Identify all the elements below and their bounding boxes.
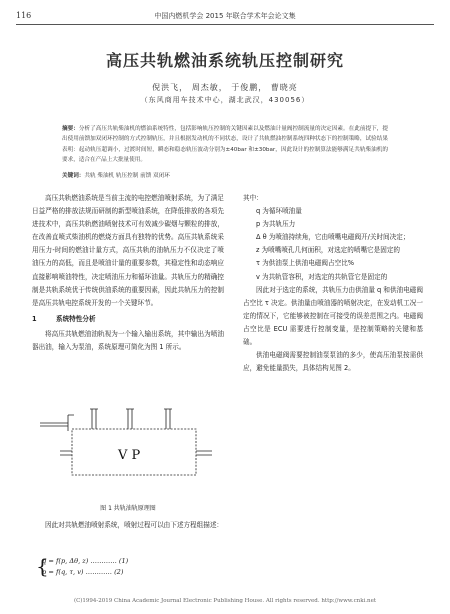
definition-item: p 为共轨压力	[256, 220, 296, 229]
where-label: 其中：	[243, 194, 263, 202]
equation-2: p = f(q, τ, v) ………… (2)	[42, 568, 124, 576]
figure-label: V P	[118, 448, 141, 463]
abstract-label: 摘要：	[62, 126, 79, 132]
header-rule	[16, 24, 434, 25]
journal-title: 中国内燃机学会 2015 年联合学术年会论文集	[154, 12, 296, 20]
left-column	[32, 192, 224, 354]
valve-paragraph: 供油电磁阀需要控制油泵泵油的多少，使高压油泵按需供应，避免能量损失，具体结构见图 2。	[243, 351, 423, 373]
section-number: 1	[32, 314, 37, 323]
abstract-text: 分析了高压共轨柴油机的燃油系统特性，包括影响轨压控制的关键因素以及燃油计量阀控制流量的决定因素。在此前提下，提出使用前馈加双闭环控制的方式控制轨压，并且根据发动机的不同状态，设计了共轨燃油控制系统四种状态下的控制策略，试验结果表明：起动轨压超调小，过渡时间短，瞬态和稳态轨压波动分别为±40bar 和±30bar，因此设计的控制算法能够满足共轨柴油机的要求，适合在产品上大批量使用。	[62, 126, 388, 163]
figure-caption: 图 1 共轨油轨原理图	[100, 505, 156, 512]
keywords-label: 关键词：	[62, 173, 85, 179]
definition-item: v 为共轨管容积，对选定的共轨管它是固定的	[256, 272, 388, 281]
paper-title: 高压共轨燃油系统轨压控制研究	[105, 51, 344, 70]
definition-item: Δ θ 为喷油持续角，它由喷嘴电磁阀开/关时间决定；	[256, 233, 410, 242]
definition-item: z 为喷嘴喷孔几何面积，对选定的喷嘴它是固定的	[256, 246, 401, 255]
equation-system	[36, 554, 129, 578]
equation-brace: {	[36, 554, 49, 578]
inlet-line	[60, 451, 72, 455]
equation-1: q = f(p, Δθ, z) ………… (1)	[42, 557, 129, 565]
section-paragraph: 将高压共轨燃油油轨视为一个输入输出系统，其中输出为喷油器出油，输入为泵油，系统原理可简化为图 1 所示。	[32, 329, 224, 352]
abstract	[62, 124, 388, 165]
keywords	[62, 171, 388, 179]
page-number: 116	[16, 11, 32, 20]
right-column	[243, 192, 423, 375]
keywords-text: 共轨 柴油机 轨压控制 前馈 双闭环	[84, 173, 170, 179]
copyright-footer: (C)1994-2019 China Academic Journal Electronic Publishing House. All rights reserved. http://www.cnki.net	[73, 598, 377, 604]
section-title: 系统特性分析	[56, 314, 96, 323]
injector-1	[90, 409, 98, 429]
outlet-line	[196, 451, 212, 455]
definition-item: q 为循环喷油量	[256, 207, 302, 216]
injector-2	[126, 409, 134, 429]
equation-intro: 因此对共轨燃油喷射系统，喷射过程可以由下述方程组描述：	[45, 521, 224, 529]
affiliation: （东风商用车技术中心，湖北武汉，430056）	[140, 96, 310, 104]
page-header	[16, 10, 434, 24]
analysis-paragraph: 因此对于选定的系统，共轨压力由供油量 q 和供油电磁阀占空比 τ 决定。供油量由喷油器的喷射决定，在发动机工况一定的情况下，它能够被控制在可接受的误差范围之内。电磁阀占空比是 ECU 需要进行控制变量，是控制策略的关键和基础。	[243, 285, 423, 347]
section-heading	[32, 313, 224, 326]
injector-3	[164, 409, 172, 429]
intro-paragraph: 高压共轨燃油系统是当前主流的电控燃油喷射系统，为了满足日益严格的排放法规而研制的新型喷油系统，在降低排放的各项先进技术中，高压共轨燃油喷射技术可有效减少碳烟与颗粒的排放，在改善直喷式柴油机的燃烧方面具有独特的优势。高压共轨系统采用压力-时间的燃油计量方式，高压共轨的油轨压力不仅决定了喷油压力的高低，而且是喷油计量的重要参数，其稳定性和动态响应直接影响喷油特性，决定喷油压力和循环油量。共轨压力的精确控制是共轨系统优于传统供油系统的重要因素，因此共轨压力的控制是高压共轨电控系统开发的一个关键环节。	[32, 194, 224, 307]
inlet-pipe	[40, 423, 68, 426]
definition-item: τ 为供油泵上供油电磁阀占空比%	[256, 259, 355, 268]
after-figure-text	[32, 518, 224, 533]
rail-principle-figure	[32, 393, 224, 495]
authors: 倪洪飞， 周杰敏， 于俊鹏， 曹晓亮	[152, 83, 298, 92]
